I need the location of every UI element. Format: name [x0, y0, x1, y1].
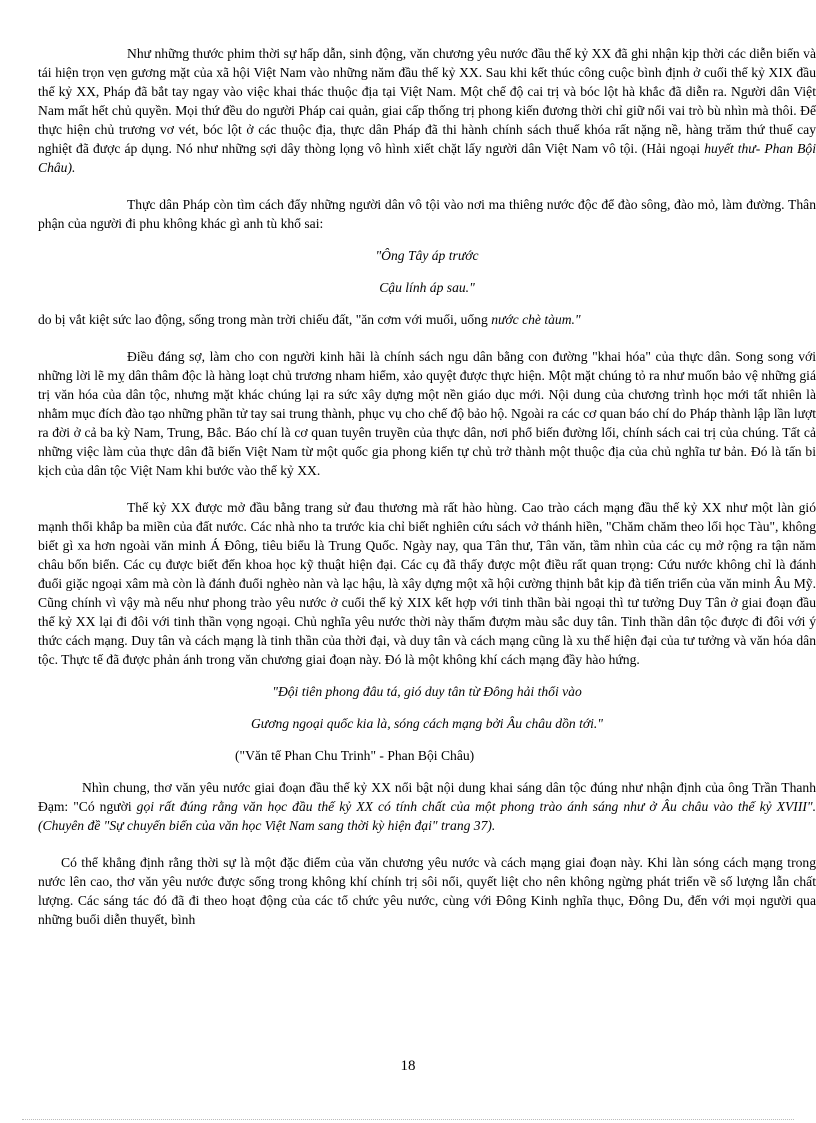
verse-citation: ("Văn tế Phan Chu Trinh" - Phan Bội Châu)	[235, 748, 475, 763]
paragraph-1-source: huyết thư- Phan Bội Châu).	[38, 141, 816, 175]
paragraph-1-text: Như những thước phim thời sự hấp dẫn, sinh động, văn chương yêu nước đầu thế kỷ XX đã ghi nhận kịp thời các diễn biến và tái hiện trọn vẹn gương mặt của xã hội Việt Nam vào những năm đầu thế kỷ XX. Sau khi kết thúc công cuộc bình định ở cuối thế kỷ XIX đầu thế kỷ XX, Pháp đã bắt tay ngay vào việc khai thác thuộc địa tại Việt Nam. Một chế độ cai trị và bóc lột hà khắc đã diễn ra. Người dân Việt Nam mất hết chủ quyền. Mọi thứ đều do người Pháp cai quản, giai cấp thống trị phong kiến đương thời chỉ giữ nổi vai trò bù nhìn mà thôi. Để thực hiện chủ trương vơ vét, bóc lột ở các thuộc địa, thực dân Pháp đã thi hành chính sách thuế khóa rất nặng nề, hàng trăm thứ thuế cay nghiệt đã được áp dụng. Nó như những sợi dây thòng lọng vô hình xiết chặt lấy người dân Việt Nam vô tội. (Hải ngoại	[38, 46, 816, 156]
paragraph-6-text: Nhìn chung, thơ văn yêu nước giai đoạn đầu thế kỷ XX nổi bật nội dung khai sáng dân tộc đúng như nhận định của ông Trần Thanh Đạm: "Có người	[38, 780, 816, 814]
paragraph-7: Có thể khẳng định rằng thời sự là một đặc điểm của văn chương yêu nước và cách mạng giai đoạn này. Khi làn sóng cách mạng trong nước lên cao, thơ văn yêu nước được sống trong không khí chính trị sôi nổi, quyết liệt cho nên không ngừng phát triển về số lượng lẫn chất lượng. Các sáng tác đó đã đi theo hoạt động của các tổ chức yêu nước, cùng với Đông Kinh nghĩa thục, Đông Du, đến với mọi người qua những buổi diễn thuyết, bình	[38, 855, 816, 927]
paragraph-5: Thế kỷ XX được mở đầu bằng trang sử đau thương mà rất hào hùng. Cao trào cách mạng đầu thế kỷ XX như một làn gió mạnh thổi khắp ba miền của đất nước. Các nhà nho ta trước kia chỉ biết nghiên cứu sách vở thánh hiền, "Chăm chăm theo lối học Tàu", không biết gì xa hơn ngoài văn minh Á Đông, tiêu biểu là Trung Quốc. Ngày nay, qua Tân thư, Tân văn, tầm nhìn của các cụ mở rộng ra tận năm châu bốn biển. Các cụ được biết đến khoa học kỹ thuật hiện đại. Các cụ đã thấy được một điều rất quan trọng: Cứu nước không chỉ là đánh đuổi giặc ngoại xâm mà còn là đánh đuổi nghèo nàn và lạc hậu, là xây dựng một xã hội cường thịnh bắt kịp đà tiến triển của văn minh Âu Mỹ. Cũng chính vì vậy mà nếu như phong trào yêu nước ở cuối thế kỷ XIX kết hợp với tinh thần bài ngoại thì tư tưởng Duy Tân ở giai đoạn đầu thế kỷ XX lại đi đôi với tinh thần vọng ngoại. Chủ nghĩa yêu nước thời này thấm đượm màu sắc duy tân. Tinh thần dân tộc được đi đôi với ý thức cách mạng. Duy tân và cách mạng là tinh thần của thời đại, và duy tân và cách mạng cũng là xu thế hiện đại của tư tưởng và văn hóa dân tộc. Thực tế đã được phản ánh trong văn chương giai đoạn này. Đó là một không khí cách mạng đầy hào hứng.	[38, 500, 816, 667]
document-page	[38, 44, 816, 929]
page-bottom-divider	[22, 1119, 794, 1120]
page-number: 18	[400, 1058, 416, 1074]
paragraph-6-italic: gọi rất đúng rằng văn học đầu thế kỷ XX có tính chất của một phong trào ánh sáng như ở Âu châu vào thế kỷ XVIII". (Chuyên đề "Sự chuyển biến của văn học Việt Nam sang thời kỳ hiện đại" trang 37).	[38, 799, 816, 833]
verse-1-line-1: "Ông Tây áp trước	[375, 248, 479, 263]
verse-2-line-2: Gương ngoại quốc kia là, sóng cách mạng bởi Âu châu dồn tới."	[250, 716, 604, 731]
paragraph-6	[38, 778, 816, 835]
paragraph-1	[38, 44, 816, 177]
verse-2-line-1: "Đội tiên phong đâu tá, gió duy tân từ Đông hải thổi vào	[272, 684, 582, 699]
paragraph-3-text: do bị vắt kiệt sức lao động, sống trong màn trời chiếu đất, "ăn cơm với muối, uống	[38, 312, 492, 327]
paragraph-3	[38, 310, 816, 329]
paragraph-4: Điều đáng sợ, làm cho con người kinh hãi là chính sách ngu dân bằng con đường "khai hóa" của thực dân. Song song với những lời lẽ mỵ dân thâm độc là hàng loạt chủ trương nham hiểm, xảo quyệt được thực hiện. Một mặt chúng tỏ ra như muốn bảo vệ những giá trị văn hóa của dân tộc, nhưng mặt khác chúng lại ra sức xây dựng một nền giáo dục mới. Nội dung của chương trình học mới tất nhiên là nhằm mục đích đào tạo những phần tử tay sai trung thành, phục vụ cho chế độ bảo hộ. Ngoài ra các cơ quan báo chí do Pháp thành lập lần lượt ra đời ở cả ba kỳ Nam, Trung, Bắc. Báo chí là cơ quan tuyên truyền của thực dân, nơi phổ biến đường lối, chính sách cai trị của chúng. Tất cả những việc làm của thực dân đã biến Việt Nam từ một quốc gia phong kiến tự chủ trở thành một thuộc địa của chủ nghĩa tư bản. Đó là tấn bi kịch của dân tộc Việt Nam khi bước vào thế kỷ XX.	[38, 349, 816, 478]
verse-1-line-2: Cậu lính áp sau."	[379, 280, 475, 295]
paragraph-3-tail: m."	[561, 312, 581, 327]
paragraph-3-italic: nước chè tàu	[491, 312, 562, 327]
paragraph-2: Thực dân Pháp còn tìm cách đẩy những người dân vô tội vào nơi ma thiêng nước độc để đào sông, đào mỏ, làm đường. Thân phận của người đi phu không khác gì anh tù khổ sai:	[38, 197, 816, 231]
